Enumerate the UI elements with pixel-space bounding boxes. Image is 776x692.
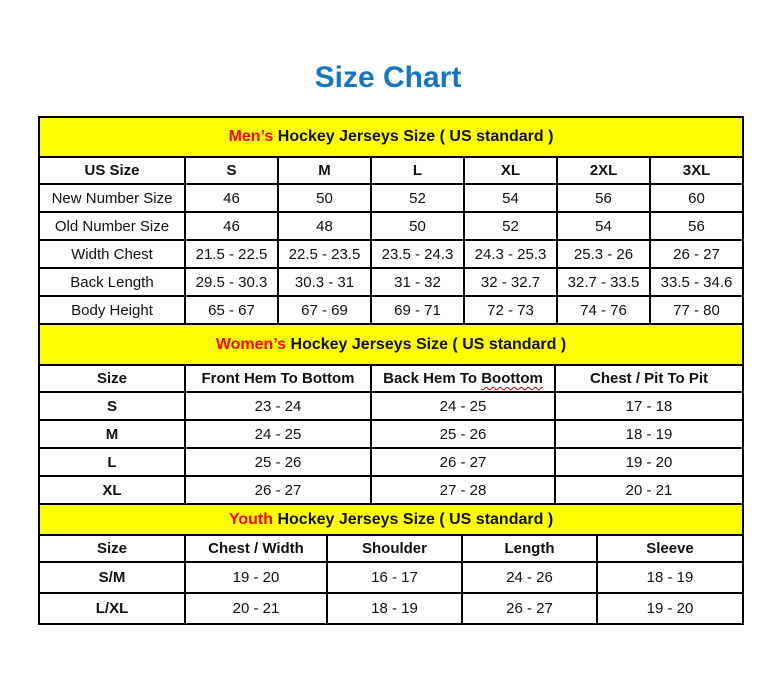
table-cell: 22.5 - 23.5 (278, 240, 371, 268)
table-cell: 54 (464, 184, 557, 212)
table-row (39, 448, 743, 476)
table-cell: 50 (278, 184, 371, 212)
row-label: Old Number Size (39, 212, 185, 240)
table-cell: 25 - 26 (371, 420, 555, 448)
table-cell: 23 - 24 (185, 392, 371, 420)
table-cell: 19 - 20 (185, 562, 327, 593)
table-cell: 19 - 20 (555, 448, 743, 476)
column-header: Front Hem To Bottom (185, 365, 371, 392)
youth-size-table (38, 503, 744, 625)
table-row (39, 296, 743, 324)
table-cell: 18 - 19 (327, 593, 462, 624)
mens-section-band (39, 117, 743, 157)
womens-section-title (39, 324, 743, 365)
mens-section-title-rest: Hockey Jerseys Size ( US standard ) (273, 128, 554, 145)
row-label: S (39, 392, 185, 420)
size-chart (38, 116, 742, 625)
row-label: L/XL (39, 593, 185, 624)
table-row (39, 593, 743, 624)
table-cell: 56 (557, 184, 650, 212)
column-header: Chest / Pit To Pit (555, 365, 743, 392)
table-row (39, 240, 743, 268)
table-cell: 60 (650, 184, 743, 212)
table-cell: 54 (557, 212, 650, 240)
table-cell: 25 - 26 (185, 448, 371, 476)
mens-header-row (39, 157, 743, 184)
row-label: Back Length (39, 268, 185, 296)
table-row (39, 268, 743, 296)
table-row (39, 212, 743, 240)
table-cell: 48 (278, 212, 371, 240)
row-label: Width Chest (39, 240, 185, 268)
table-cell: 56 (650, 212, 743, 240)
column-header: 3XL (650, 157, 743, 184)
womens-header-row (39, 365, 743, 392)
column-header: Size (39, 535, 185, 562)
column-header: XL (464, 157, 557, 184)
column-header: 2XL (557, 157, 650, 184)
row-label: New Number Size (39, 184, 185, 212)
table-cell: 17 - 18 (555, 392, 743, 420)
youth-header-row (39, 535, 743, 562)
table-cell: 20 - 21 (555, 476, 743, 504)
youth-section-title (39, 504, 743, 535)
womens-section-band (39, 324, 743, 365)
womens-section-title-rest: Hockey Jerseys Size ( US standard ) (286, 335, 567, 353)
mens-section-title-highlight: Men’s (228, 128, 274, 145)
column-header: Shoulder (327, 535, 462, 562)
column-header: US Size (39, 157, 185, 184)
table-row (39, 420, 743, 448)
table-cell: 26 - 27 (185, 476, 371, 504)
table-cell: 18 - 19 (555, 420, 743, 448)
page-title: Size Chart (314, 61, 462, 94)
column-header: Size (39, 365, 185, 392)
table-cell: 52 (464, 212, 557, 240)
table-cell: 46 (185, 212, 278, 240)
column-header (371, 365, 555, 392)
table-cell: 31 - 32 (371, 268, 464, 296)
table-cell: 46 (185, 184, 278, 212)
table-cell: 33.5 - 34.6 (650, 268, 743, 296)
misspelled-word: Boottom (481, 370, 543, 387)
table-cell: 74 - 76 (557, 296, 650, 324)
table-cell: 67 - 69 (278, 296, 371, 324)
column-header: L (371, 157, 464, 184)
row-label: L (39, 448, 185, 476)
youth-section-band (39, 504, 743, 535)
table-cell: 24.3 - 25.3 (464, 240, 557, 268)
table-cell: 24 - 26 (462, 562, 597, 593)
table-row (39, 476, 743, 504)
column-header: S (185, 157, 278, 184)
table-cell: 30.3 - 31 (278, 268, 371, 296)
table-row (39, 392, 743, 420)
table-cell: 25.3 - 26 (557, 240, 650, 268)
row-label: S/M (39, 562, 185, 593)
womens-section-title-highlight: Women’s (215, 335, 287, 353)
table-cell: 32.7 - 33.5 (557, 268, 650, 296)
table-cell: 50 (371, 212, 464, 240)
table-row (39, 562, 743, 593)
table-cell: 32 - 32.7 (464, 268, 557, 296)
table-row (39, 184, 743, 212)
mens-section-title (39, 117, 743, 157)
table-cell: 24 - 25 (371, 392, 555, 420)
column-header: M (278, 157, 371, 184)
mens-size-table (38, 116, 744, 325)
table-cell: 69 - 71 (371, 296, 464, 324)
column-header-text: Back Hem To (383, 370, 482, 387)
table-cell: 26 - 27 (650, 240, 743, 268)
table-cell: 72 - 73 (464, 296, 557, 324)
column-header: Sleeve (597, 535, 743, 562)
table-cell: 52 (371, 184, 464, 212)
row-label: Body Height (39, 296, 185, 324)
table-cell: 65 - 67 (185, 296, 278, 324)
womens-size-table (38, 323, 744, 505)
table-cell: 77 - 80 (650, 296, 743, 324)
table-cell: 21.5 - 22.5 (185, 240, 278, 268)
table-cell: 19 - 20 (597, 593, 743, 624)
table-cell: 29.5 - 30.3 (185, 268, 278, 296)
youth-section-title-rest: Hockey Jerseys Size ( US standard ) (273, 510, 554, 528)
column-header: Length (462, 535, 597, 562)
row-label: M (39, 420, 185, 448)
table-cell: 27 - 28 (371, 476, 555, 504)
table-cell: 18 - 19 (597, 562, 743, 593)
table-cell: 26 - 27 (371, 448, 555, 476)
youth-section-title-highlight: Youth (228, 510, 274, 528)
table-cell: 16 - 17 (327, 562, 462, 593)
column-header: Chest / Width (185, 535, 327, 562)
row-label: XL (39, 476, 185, 504)
table-cell: 26 - 27 (462, 593, 597, 624)
table-cell: 23.5 - 24.3 (371, 240, 464, 268)
table-cell: 24 - 25 (185, 420, 371, 448)
table-cell: 20 - 21 (185, 593, 327, 624)
